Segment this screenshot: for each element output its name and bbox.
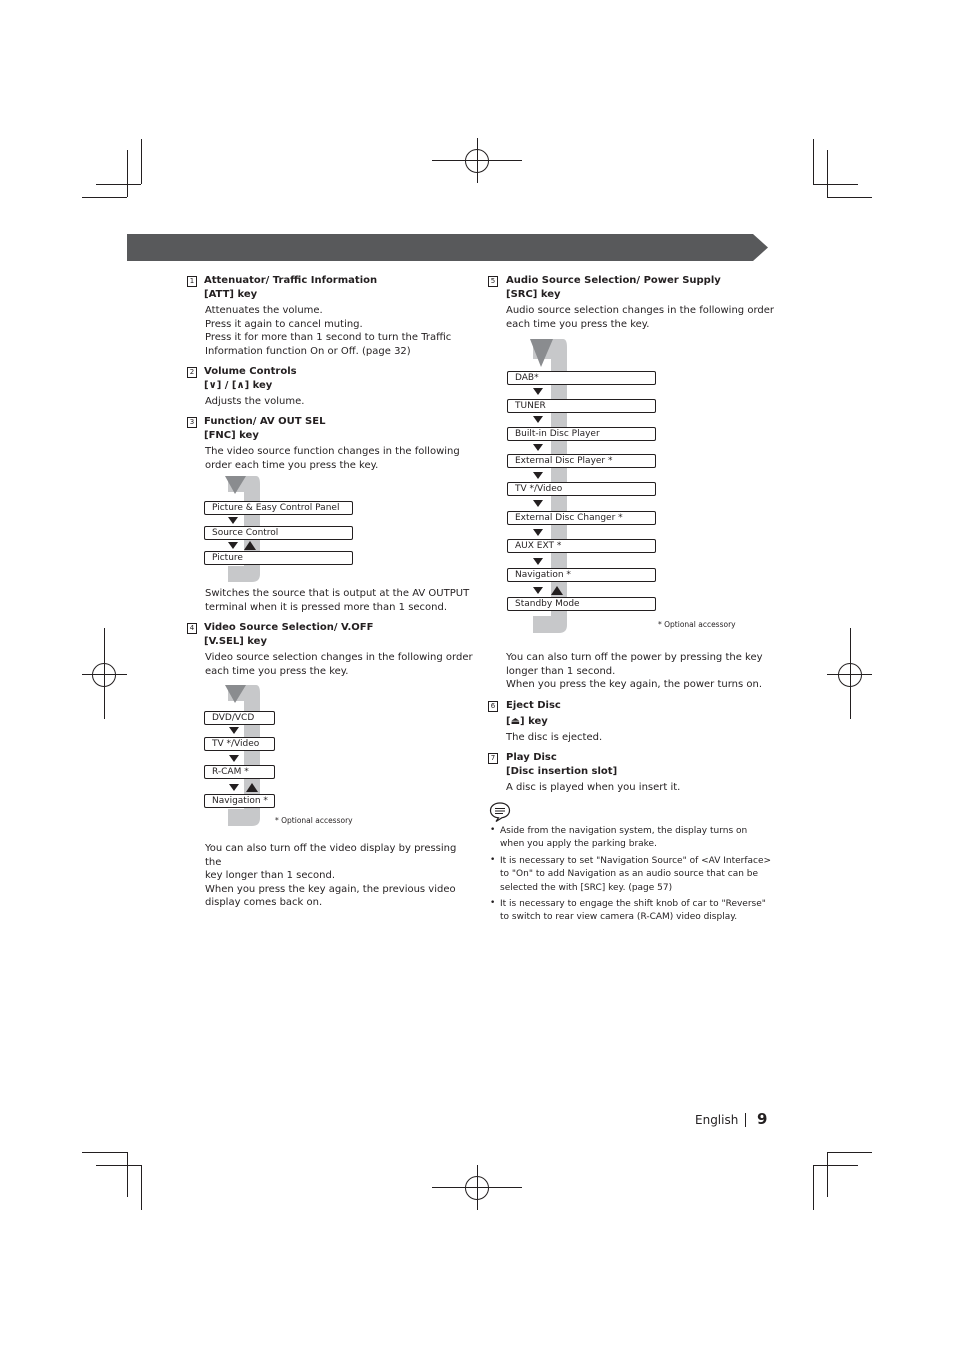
flow-step: Source Control [204,526,353,540]
section-body: Adjusts the volume. [205,396,305,407]
flow-step: TUNER [507,399,656,413]
section-body: Audio source selection changes in the following order each time you press the key. [506,305,774,330]
section-body: A disc is played when you insert it. [506,782,681,793]
footer-divider [745,1113,746,1127]
section-body: Attenuates the volume. Press it again to cancel muting. Press it for more than 1 second to turn the Traffic Information function On or Off. (page 32) [205,305,452,357]
arrow-down-icon [533,500,543,507]
section-body: The video source function changes in the following order each time you press the key. [205,446,460,471]
arrow-down-icon [533,558,543,565]
flow-step: Built-in Disc Player [507,427,656,441]
bullet-icon: • [490,898,496,908]
footer-language: English [695,1113,739,1127]
section-number: 5 [488,276,498,287]
key-label: [V.SEL] key [204,636,267,647]
section-title: Attenuator/ Traffic Information [204,275,378,286]
section-title: Function/ AV OUT SEL [204,416,326,427]
flow-step: External Disc Player * [507,454,656,468]
flow-step: TV */Video [507,482,656,496]
section-body-after: You can also turn off the power by pressing the key longer than 1 second. When you press the key again, the power turns on. [506,652,763,691]
flow-step: DVD/VCD [204,711,275,725]
key-label: [SRC] key [506,289,561,300]
key-label: [Disc insertion slot] [506,766,618,777]
section-body: The disc is ejected. [506,732,603,743]
section-number: 7 [488,753,498,764]
optional-accessory-note: * Optional accessory [658,620,736,629]
arrow-down-icon [228,517,238,524]
key-label: [ATT] key [204,289,258,300]
section-number: 4 [187,623,197,634]
optional-accessory-note: * Optional accessory [275,816,353,825]
section-title: Audio Source Selection/ Power Supply [506,275,721,286]
flow-step: External Disc Changer * [507,511,656,525]
arrow-up-icon [551,586,563,595]
flow-step: DAB* [507,371,656,385]
flow-step: Navigation * [507,568,656,582]
flow-step: Picture & Easy Control Panel [204,501,353,515]
section-number: 3 [187,417,197,428]
key-label: [∨] / [∧] key [204,380,273,391]
note-item: It is necessary to set "Navigation Source" of <AV Interface> to "On" to add Navigation as an audio source that can be selected the with [SRC] key. (page 57) [500,856,772,893]
key-label: [FNC] key [204,430,259,441]
bullet-icon: • [490,855,496,865]
header-band [127,234,768,261]
note-speech-icon [489,801,511,823]
section-title: Play Disc [506,752,557,763]
arrow-down-icon [533,472,543,479]
section-body-after: You can also turn off the video display by pressing the key longer than 1 second. When you press the key again, the previous video display comes back on. [205,843,457,909]
flow-step: TV */Video [204,737,275,751]
section-title: Eject Disc [506,700,561,711]
flow-step: Standby Mode [507,597,656,611]
section-number: 6 [488,701,498,712]
section-body-after: Switches the source that is output at the AV OUTPUT terminal when it is pressed more than 1 second. [205,588,470,613]
flow-step: AUX EXT * [507,539,656,553]
arrow-down-icon [533,416,543,423]
arrow-down-icon [533,444,543,451]
arrow-down-icon [229,784,239,791]
section-body: Video source selection changes in the following order each time you press the key. [205,652,473,677]
section-title: Video Source Selection/ V.OFF [204,622,374,633]
arrow-down-icon [229,727,239,734]
arrow-down-icon [533,529,543,536]
note-item: Aside from the navigation system, the display turns on when you apply the parking brake. [500,826,748,850]
section-number: 1 [187,276,197,287]
key-label: [⏏] key [506,716,548,727]
arrow-down-icon [229,755,239,762]
section-title: Volume Controls [204,366,297,377]
flow-step: Picture [204,551,353,565]
section-number: 2 [187,367,197,378]
flow-step: Navigation * [204,794,275,808]
arrow-down-icon [533,388,543,395]
arrow-down-icon [228,542,238,549]
arrow-up-icon [246,783,258,792]
flow-step: R-CAM * [204,765,275,779]
arrow-up-icon [244,541,256,550]
arrow-down-icon [533,587,543,594]
page-number: 9 [757,1110,768,1128]
bullet-icon: • [490,825,496,835]
note-item: It is necessary to engage the shift knob of car to "Reverse" to switch to rear view camera (R-CAM) video display. [500,899,766,923]
